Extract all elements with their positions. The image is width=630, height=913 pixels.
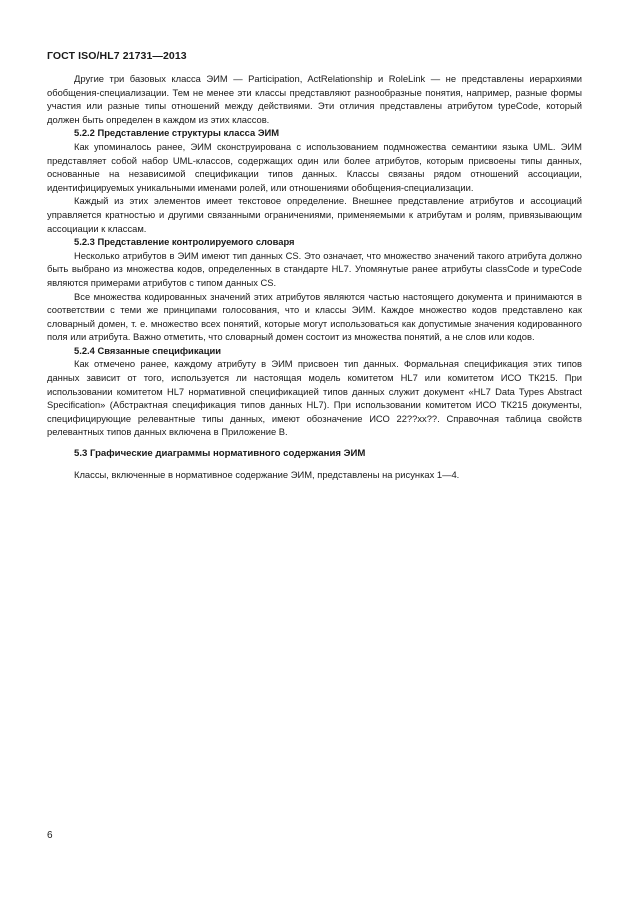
paragraph: Как упоминалось ранее, ЭИМ сконструирована с использованием подмножества семантики языка UML. ЭИМ представляет собой набор UML-классов, содержащих один или более атрибутов, которым присвоены типы данных, основанные на независимой спецификации типов данных. Классы связаны рядом отношений ассоциации, идентифицируемых уникальными именами ролей, или отношениями обобщения-специализации. xyxy=(47,140,582,193)
page-number: 6 xyxy=(47,830,53,841)
paragraph: Другие три базовых класса ЭИМ — Participation, ActRelationship и RoleLink — не представлены иерархиями обобщения-специализации. Тем не менее эти классы представляют разнообразные понятия, например, разные формы участия или разные типы отношений между действиями. Эти отличия представлены атрибутом typeCode, который должен быть определен в каждом из этих классов. xyxy=(47,73,582,125)
section-heading-5-2-2: 5.2.2 Представление структуры класса ЭИМ xyxy=(74,127,280,139)
document-body xyxy=(47,72,582,481)
document-header: ГОСТ ISO/HL7 21731—2013 xyxy=(47,50,187,62)
paragraph: Каждый из этих элементов имеет текстовое определение. Внешнее представление атрибутов и ассоциаций управляется кратностью и другими связанными ограничениями, применяемыми к атрибутам и ролям, привязывающим ассоциации к классам. xyxy=(47,195,582,234)
paragraph: Классы, включенные в нормативное содержание ЭИМ, представлены на рисунках 1—4. xyxy=(74,468,460,480)
section-heading-5-2-4: 5.2.4 Связанные спецификации xyxy=(74,344,222,356)
paragraph: Как отмечено ранее, каждому атрибуту в ЭИМ присвоен тип данных. Формальная спецификация этих типов данных зависит от того, используется ли настоящая модель комитетом HL7 или комитетом ИСО ТК215. При использовании комитетом HL7 нормативной спецификацией типов данных служит документ «HL7 Data Types Abstract Specification» (Абстрактная спецификация типов данных HL7). При использовании комитетом ИСО ТК215 документы, специфицирующие релевантные типы данных, имеют обозначение ИСО 22??xx??. Справочная таблица свойств релевантных типов данных включена в Приложение В. xyxy=(47,358,582,438)
paragraph: Все множества кодированных значений этих атрибутов являются частью настоящего документа и принимаются в соответствии с теми же принципами голосования, что и классы ЭИМ. Каждое множество кодов представлено как словарный домен, т. е. множество всех понятий, которые могут использоваться как допустимые значения кодированного поля или атрибута. Важно отметить, что словарный домен состоит из множества понятий, а не слов или кодов. xyxy=(47,290,582,343)
section-heading-5-2-3: 5.2.3 Представление контролируемого словаря xyxy=(74,236,295,248)
section-heading-5-3: 5.3 Графические диаграммы нормативного содержания ЭИМ xyxy=(74,448,366,460)
paragraph: Несколько атрибутов в ЭИМ имеют тип данных CS. Это означает, что множество значений такого атрибута должно быть выбрано из множества кодов, определенных в стандарте HL7. Упомянутые ранее атрибуты classCode и typeCode являются примерами атрибутов с типом данных CS. xyxy=(47,249,582,288)
